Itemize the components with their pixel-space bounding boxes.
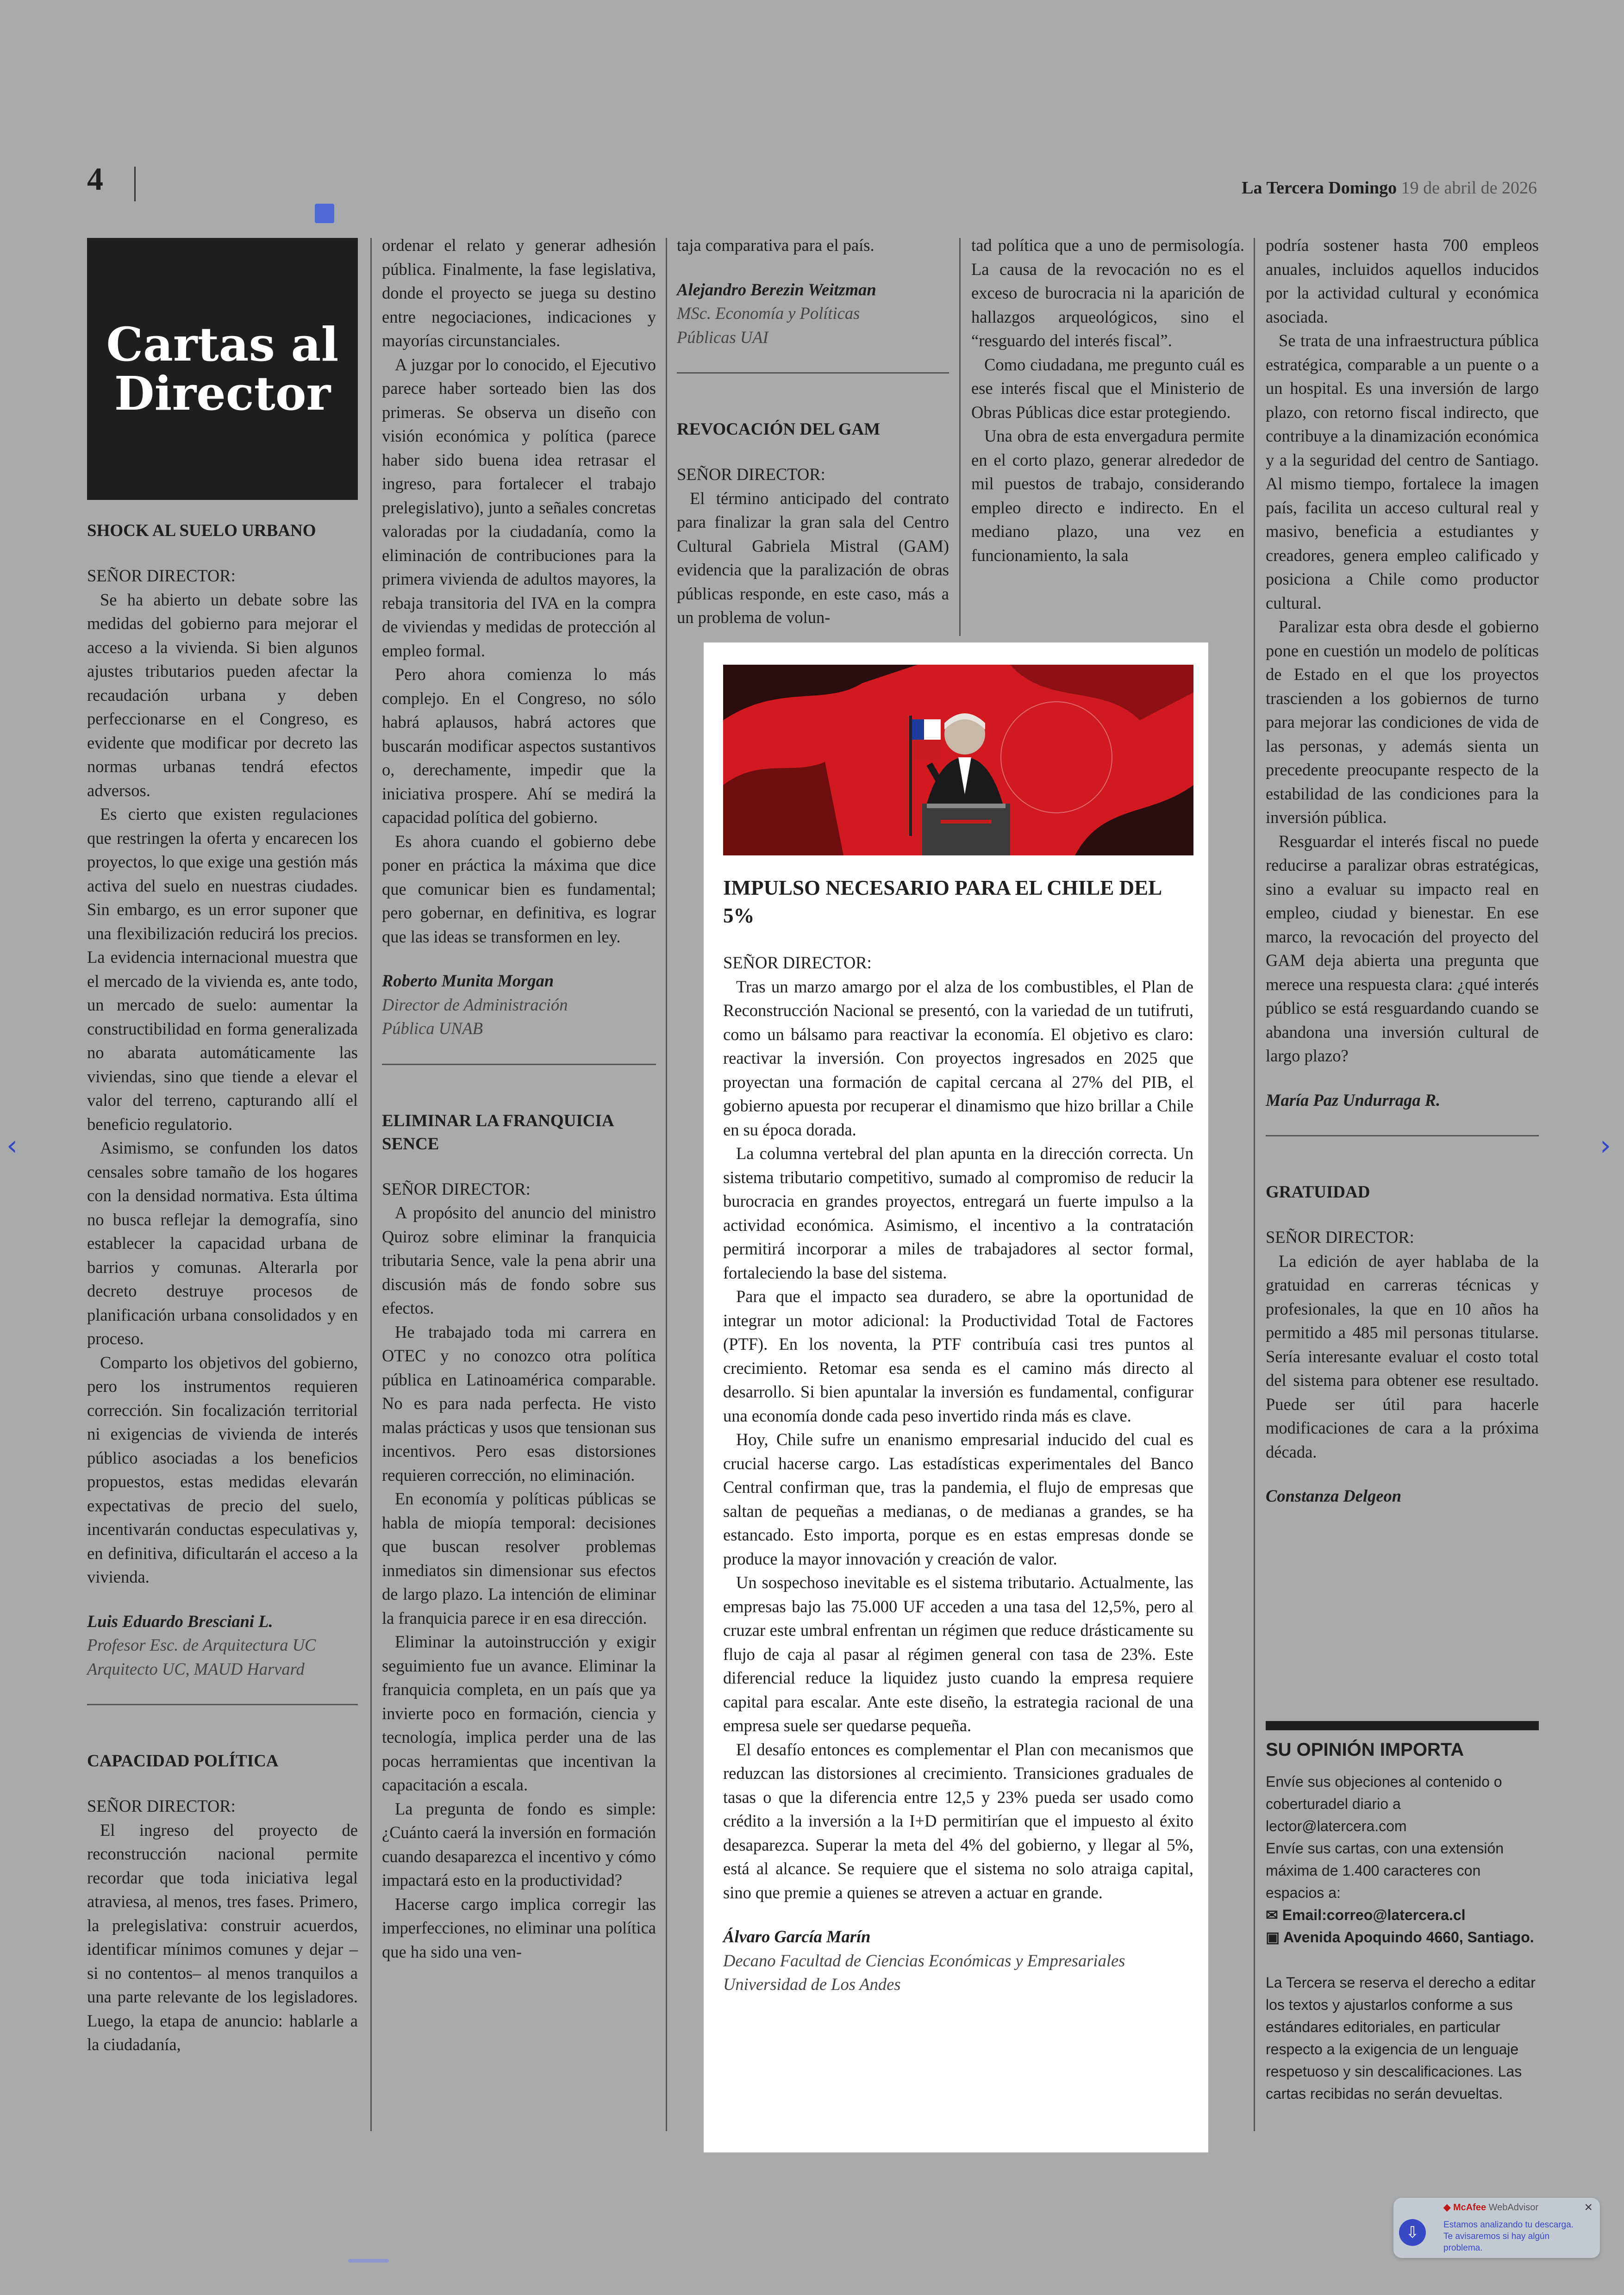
signature-role: Profesor Esc. de Arquitectura UC (87, 1635, 316, 1654)
mcafee-logo-icon: ◆ (1443, 2202, 1453, 2213)
column-2 (382, 233, 656, 1964)
paragraph: Un sospechoso inevitable es el sistema tributario. Actualmente, las empresas bajo las 75.000 UF acceden a una tasa del 12,5%, pero al cruzar este umbral enfrentan un régimen que reduce drásticamente su flujo de caja al pasar al régimen general con tasa de 23%. Este diferencial reduce la liquidez justo cuando la empresa requiere capital para escalar. Ante este diseño, la estrategia racional de una empresa suele ser quedarse pequeña. (723, 1573, 1193, 1735)
contact-email-link[interactable]: lector@latercera.com (1266, 1818, 1407, 1834)
paragraph: Para que el impacto sea duradero, se abre la oportunidad de integrar un motor adicional: la Productividad Total de Factores (PTF). En los noventa, la PTF contribuía casi tres puntos al crecimiento. Retomar esa senda es el camino más directo al desarrollo. Si bien apuntalar la inversión es fundamental, configurar una economía donde cada peso invertido rinda más es clave. (723, 1287, 1193, 1425)
paragraph: A propósito del anuncio del ministro Quiroz sobre eliminar la franquicia tributaria Sence, vale la pena abrir una discusión más de fondo sobre sus efectos. (382, 1203, 656, 1317)
next-page-arrow-icon[interactable]: › (1600, 1129, 1611, 1162)
president-podium-illustration (723, 665, 1193, 855)
contact-text: Envíe sus objeciones al contenido o (1266, 1773, 1502, 1790)
featured-photo (723, 665, 1193, 855)
signature-role: Pública UNAB (382, 1019, 483, 1038)
signature: Alejandro Berezin Weitzman (677, 280, 876, 299)
column-3 (677, 233, 949, 630)
box-top-bar (1266, 1721, 1539, 1730)
paragraph: tad política que a uno de permisología. La causa de la revocación no es el exceso de burocracia ni la aparición de hallazgos arqueológicos, sino el “resguardo del interés fiscal”. (971, 236, 1244, 350)
paragraph: Se ha abierto un debate sobre las medidas del gobierno para mejorar el acceso a la vivienda. Si bien algunos ajustes tributarios pueden afectar la recaudación urbana y deben perfeccionarse en el Congreso, es evidente que modificar por decreto las normas urbanas tendrá efectos adversos. (87, 590, 358, 800)
paragraph: A juzgar por lo conocido, el Ejecutivo parece haber sorteado bien las dos primeras. Se observa un diseño con visión económica y política (parece haber sido buena idea retrasar el ingreso, para fortalecer el trabajo prelegislativo), junto a señales concretas valoradas por la ciudadanía, como la eliminación de contribuciones para la primera vivienda de adultos mayores, la rebaja transitoria del IVA en la compra de viviendas y medidas de protección al empleo formal. (382, 355, 656, 660)
paragraph: La columna vertebral del plan apunta en la dirección correcta. Un sistema tributario competitivo, sumado al compromiso de reducir la burocracia en grandes proyectos, entregará un fuerte impulso a la actividad económica. Asimismo, el incentivo a la contratación permitirá incorporar a miles de trabajadores al sector formal, fortaleciendo la base del sistema. (723, 1144, 1193, 1282)
salutation: SEÑOR DIRECTOR: (723, 953, 872, 972)
issue-date: 19 de abril de 2026 (1401, 178, 1537, 198)
paragraph: Como ciudadana, me pregunto cuál es ese interés fiscal que el Ministerio de Obras Públicas dice estar protegiendo. (971, 355, 1244, 422)
divider (1266, 1135, 1539, 1136)
signature-role: Decano Facultad de Ciencias Económicas y Empresariales (723, 1951, 1125, 1970)
contact-text: espacios a: (1266, 1884, 1341, 1901)
signature-role: Públicas UAI (677, 327, 768, 347)
letter-heading: GRATUIDAD (1266, 1183, 1370, 1202)
signature-role: Director de Administración (382, 995, 568, 1014)
paragraph: Hacerse cargo implica corregir las imperfecciones, no eliminar una política que ha sido una ven- (382, 1894, 656, 1961)
featured-letter-title: IMPULSO NECESARIO PARA EL CHILE DEL 5% (723, 876, 1161, 927)
section-title-box (87, 238, 358, 500)
reader-contact-box (1266, 1721, 1539, 2105)
paragraph: Hoy, Chile sufre un enanismo empresarial inducido del cual es crucial hacerse cargo. Las estadísticas experimentales del Banco Central confirman que, tras la pandemia, el flujo de empresas que saltan de pequeñas a medianas, o de medianas a grandes, se ha estancado. Esto importa, porque es en estas empresas donde se produce la mayor innovación y creación de valor. (723, 1430, 1193, 1568)
column-separator (1254, 238, 1255, 2131)
signature: Luis Eduardo Bresciani L. (87, 1611, 273, 1631)
paragraph: Eliminar la autoinstrucción y exigir seguimiento fue un avance. Eliminar la franquicia completa, en un país que ya invierte poco en formación, ciencia y tecnología, implica perder una de las pocas herramientas que incentivan la capacitación a escala. (382, 1632, 656, 1794)
paragraph: podría sostener hasta 700 empleos anuales, incluidos aquellos inducidos por la actividad cultural y económica asociada. (1266, 236, 1539, 326)
paragraph: Comparto los objetivos del gobierno, pero los instrumentos requieren corrección. Sin focalización territorial ni exigencias de vivienda de interés público asociadas a los beneficios propuestos, estas medidas elevarán expectativas de precio del suelo, incentivarán conductas especulativas y, en definitiva, dificultarán el acceso a la vivienda. (87, 1353, 358, 1586)
annotation-marker-icon[interactable] (315, 204, 334, 223)
contact-text: Envíe sus cartas, con una extensión (1266, 1840, 1504, 1857)
paragraph: Se trata de una infraestructura pública estratégica, comparable a un puente o a un hospital. Es una inversión de largo plazo, con retorno fiscal indirecto, que contribuye a la dinamización económica y a la seguridad del centro de Santiago. Al mismo tiempo, fortalece la imagen país, facilita un acceso cultural real y masivo, beneficia a estudiantes y creadores, genera empleo calificado y posiciona a Chile como productor cultural. (1266, 331, 1539, 612)
letter-heading: ELIMINAR LA FRANQUICIA SENCE (382, 1111, 613, 1154)
column-separator (666, 238, 667, 2131)
email-line[interactable] (1266, 1904, 1539, 1926)
header-divider (134, 167, 136, 201)
featured-letter (704, 642, 1208, 2152)
salutation: SEÑOR DIRECTOR: (1266, 1228, 1414, 1247)
paragraph: Asimismo, se confunden los datos censales sobre tamaño de los hogares con la densidad normativa. Esta última no busca reflejar la demografía, sino establecer la capacidad urbana de barrios y comunas. Alterarla por decreto destruye procesos de planificación urbana consolidados y en proceso. (87, 1138, 358, 1348)
disclaimer-text: La Tercera se reserva el derecho a editar (1266, 1974, 1536, 1991)
salutation: SEÑOR DIRECTOR: (382, 1179, 531, 1198)
paragraph: La pregunta de fondo es simple: ¿Cuánto caerá la inversión en formación cuando desaparezca el incentivo y cómo impactará esto en la productividad? (382, 1799, 656, 1890)
letter-heading: SHOCK AL SUELO URBANO (87, 521, 316, 540)
message-line: problema. (1443, 2243, 1483, 2253)
divider (677, 372, 949, 374)
horizontal-scrollbar-thumb[interactable] (348, 2259, 389, 2263)
paragraph: Es ahora cuando el gobierno debe poner en práctica la máxima que dice que comunicar bien es fundamental; pero gobernar, en definitiva, es lograr que las ideas se transformen en ley. (382, 831, 656, 946)
brand-text: McAfee (1453, 2202, 1487, 2213)
masthead (1242, 178, 1537, 198)
paragraph: Es cierto que existen regulaciones que restringen la oferta y encarecen los proyectos, lo que exige una gestión más activa del suelo en nuestras ciudades. Sin embargo, es un error suponer que una flexibilización reducirá los precios. La evidencia internacional muestra que el mercado de la vivienda es, ante todo, un mercado de suelo: aumentar la constructibilidad en forma generalizada no abarata automáticamente las viviendas, sino que tiende a elevar el valor del terreno, capturando allí el beneficio regulatorio. (87, 804, 358, 1134)
divider (87, 1704, 358, 1705)
mcafee-brand (1443, 2201, 1538, 2213)
paragraph: Paralizar esta obra desde el gobierno pone en cuestión un modelo de políticas de Estado en el que los proyectos trascienden a los gobiernos de turno para mejorar las condiciones de vida de las personas, y además sienta un precedente preocupante respecto de la estabilidad de las condiciones para la inversión pública. (1266, 617, 1539, 827)
mcafee-notification[interactable] (1393, 2198, 1600, 2258)
paragraph: El desafío entonces es complementar el Plan con mecanismos que reduzcan las distorsiones al crecimiento. Transiciones graduales de tasas o que la diferencia entre 12,5 y 23% pueda ser usado como crédito a la inversión a la I+D permitirían que el impuesto al éxito desaparezca. Superar la meta del 4% del gobierno, y llegar al 5%, está al alcance. Se requiere que el sistema no solo atraiga capital, sino que premie a quienes se atreven a actuar en grande. (723, 1740, 1193, 1902)
column-separator (370, 238, 372, 2131)
salutation: SEÑOR DIRECTOR: (677, 465, 825, 484)
address-line (1266, 1926, 1539, 1948)
signature: Constanza Delgeon (1266, 1486, 1402, 1505)
paragraph: ordenar el relato y generar adhesión pública. Finalmente, la fase legislativa, donde el proyecto se juega su destino entre negociaciones, indicaciones y mayorías circunstanciales. (382, 236, 656, 350)
paragraph: La edición de ayer hablaba de la gratuidad en carreras técnicas y profesionales, la que en 10 años ha permitido a 485 mil personas titularse. Sería interesante evaluar el costo total del sistema para obtener ese resultado. Puede ser útil para hacerle modificaciones de cara a la próxima década. (1266, 1251, 1539, 1461)
paragraph: Resguardar el interés fiscal no puede reducirse a paralizar obras estratégicas, sino a evaluar su impacto real en empleo, ciudad y bienestar. En ese marco, la revocación del proyecto del GAM deja abierta una pregunta que merece una respuesta clara: ¿qué interés público se está resguardando cuando se abandona una inversión cultural de largo plazo? (1266, 831, 1539, 1065)
salutation: SEÑOR DIRECTOR: (87, 566, 236, 585)
signature-role: Universidad de Los Andes (723, 1975, 901, 1994)
contact-text: máxima de 1.400 caracteres con (1266, 1862, 1481, 1879)
signature: Roberto Munita Morgan (382, 971, 554, 990)
close-icon[interactable]: × (1584, 2200, 1593, 2215)
paragraph: En economía y políticas públicas se habla de miopía temporal: decisiones que buscan resolver problemas inmediatos sin dimensionar sus efectos de largo plazo. La intención de eliminar la franquicia parece ir en esa dirección. (382, 1489, 656, 1628)
paragraph: El ingreso del proyecto de reconstrucción nacional permite recordar que toda iniciativa legal atraviesa, al menos, tres fases. Primero, la prelegislativa: construir acuerdos, identificar mínimos comunes y dejar –si no contentos– al menos tranquilos a una parte relevante de los legisladores. Luego, la etapa de anuncio: hablarle a la ciudadanía, (87, 1820, 358, 2054)
divider (382, 1064, 656, 1065)
download-icon: ⇩ (1399, 2219, 1426, 2246)
salutation: SEÑOR DIRECTOR: (87, 1796, 236, 1815)
column-5 (1266, 233, 1539, 1508)
signature: Álvaro García Marín (723, 1927, 871, 1946)
letter-heading: CAPACIDAD POLÍTICA (87, 1752, 279, 1771)
mailbox-icon: ▣ (1266, 1929, 1283, 1946)
paragraph: taja comparativa para el país. (677, 236, 874, 255)
paper-name: La Tercera Domingo (1242, 178, 1397, 198)
disclaimer-text: respecto a la exigencia de un lenguaje (1266, 2041, 1519, 2058)
contact-text: coberturadel diario a (1266, 1796, 1401, 1812)
signature-role: Arquitecto UC, MAUD Harvard (87, 1659, 305, 1678)
paragraph: El término anticipado del contrato para finalizar la gran sala del Centro Cultural Gabriela Mistral (GAM) evidencia que la paralización de obras públicas responde, en este caso, más a un problema de volun- (677, 488, 949, 627)
paragraph: Una obra de esta envergadura permite en el corto plazo, generar alrededor de mil puestos de trabajo, considerando empleo directo e indirecto. En el mediano plazo, una vez en funcionamiento, la sala (971, 426, 1244, 565)
disclaimer-text: estándares editoriales, en particular (1266, 2019, 1500, 2035)
disclaimer-text: cartas recibidas no serán devueltas. (1266, 2085, 1503, 2102)
email-text: Email:correo@latercera.cl (1282, 1907, 1466, 1923)
section-title: Cartas al Director (106, 317, 339, 421)
disclaimer-text: respetuoso y sin descalificaciones. Las (1266, 2063, 1522, 2080)
disclaimer-text: los textos y ajustarlos conforme a sus (1266, 1996, 1513, 2013)
column-separator (959, 238, 961, 636)
letter-heading: REVOCACIÓN DEL GAM (677, 420, 881, 439)
page-number: 4 (87, 162, 103, 197)
box-title: SU OPINIÓN IMPORTA (1266, 1740, 1464, 1760)
signature-role: MSc. Economía y Políticas (677, 304, 860, 323)
prev-page-arrow-icon[interactable]: ‹ (6, 1129, 18, 1162)
address-text: Avenida Apoquindo 4660, Santiago. (1283, 1929, 1534, 1946)
signature: María Paz Undurraga R. (1266, 1090, 1441, 1110)
paragraph: Pero ahora comienza lo más complejo. En el Congreso, no sólo habrá aplausos, habrá actores que buscarán modificar aspectos sustantivos o, derechamente, impedir que la iniciativa prospere. Ahí se medirá la capacidad política del gobierno. (382, 665, 656, 827)
mcafee-message (1443, 2219, 1574, 2254)
product-text: WebAdvisor (1488, 2202, 1539, 2213)
column-1 (87, 519, 358, 2057)
message-line: Te avisaremos si hay algún (1443, 2232, 1550, 2241)
paragraph: Tras un marzo amargo por el alza de los combustibles, el Plan de Reconstrucción Nacional se presentó, con la variedad de un tutifruti, como un bálsamo para reactivar la economía. El objetivo es claro: reactivar la inversión. Con proyectos ingresados en 2025 que proyectan una formación de capital cercana al 27% del PIB, el gobierno apuesta por recuperar el dinamismo que hizo brillar a Chile en su época dorada. (723, 977, 1193, 1139)
paragraph: He trabajado toda mi carrera en OTEC y no conozco otra política pública en Latinoamérica comparable. No es para nada perfecta. He visto malas prácticas y usos que tensionan sus incentivos. Pero esas distorsiones requieren corrección, no eliminación. (382, 1322, 656, 1484)
message-line: Estamos analizando tu descarga. (1443, 2220, 1574, 2230)
column-4 (971, 233, 1244, 567)
mail-icon: ✉ (1266, 1907, 1282, 1923)
featured-letter-body (723, 874, 1193, 1996)
